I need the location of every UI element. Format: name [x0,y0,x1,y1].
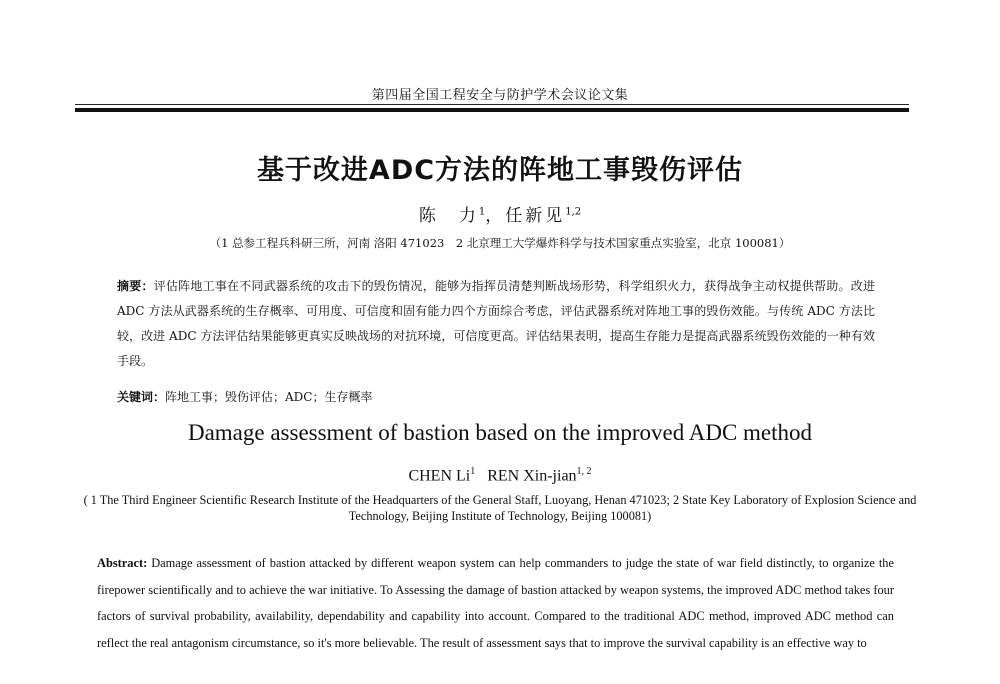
keywords-text-cn: 阵地工事；毁伤评估；ADC；生存概率 [165,390,373,404]
header-rule-thick [75,108,909,112]
author-name: 陈 力 [418,206,479,226]
abstract-en [97,550,894,656]
abstract-label-cn: 摘要： [117,279,154,293]
author-affiliation-mark: 1, 2 [576,466,592,477]
abstract-text-en: Damage assessment of bastion attacked by different weapon system can help commanders to judge the state of war field distinctly, to organize the firepower scientifically and to achieve the war initiative. To Assessing the damage of bastion attacked by weapon systems, the improved ADC method takes four factors of survival probability, availability, dependability and capability into account. Compared to the traditional ADC method, improved ADC method can reflect the real antagonism circumstance, so it's more believable. The result of assessment says that to improve the survival capability is an effective way to [97,556,894,650]
author-affiliation-mark: 1,2 [565,206,582,218]
keywords-cn [117,385,875,410]
paper-title-en: Damage assessment of bastion based on the improved ADC method [187,420,813,445]
affiliation-cn: （1 总参工程兵科研三所，河南 洛阳 471023 2 北京理工大学爆炸科学与技术国家重点实验室，北京 100081） [209,236,791,250]
abstract-cn [117,274,875,374]
proceedings-header: 第四届全国工程安全与防护学术会议论文集 [371,88,629,103]
abstract-text-cn: 评估阵地工事在不同武器系统的攻击下的毁伤情况，能够为指挥员清楚判断战场形势，科学组织火力，获得战争主动权提供帮助。改进 ADC 方法从武器系统的生存概率、可用度、可信度和固有能力四个方面综合考虑，评估武器系统对阵地工事的毁伤效能。与传统 ADC 方法比较，改进 ADC 方法评估结果能够更真实反映战场的对抗环境，可信度更高。评估结果表明，提高生存能力是提高武器系统毁伤效能的一种有效手段。 [117,279,875,368]
author-name: 任新见 [505,206,566,226]
affiliation-en: ( 1 The Third Engineer Scientific Research Institute of the Headquarters of the General Staff, Luoyang, Henan 471023; 2 State Key Laboratory of Explosion Science and Technology, Beijing Institute of Technology, Beijing 100081) [83,493,917,523]
author-name: REN Xin-jian [487,467,577,485]
author-name: CHEN Li [408,467,471,485]
paper-title-cn: 基于改进ADC方法的阵地工事毁伤评估 [256,155,744,186]
authors-cn [0,201,1000,226]
author-affiliation-mark: 1 [478,206,486,218]
authors-en [0,466,1000,485]
author-affiliation-mark: 1 [470,466,476,477]
keywords-label-cn: 关键词： [117,390,166,404]
header-rule-thin [75,104,909,105]
abstract-label-en: Abstract: [97,556,148,570]
author-separator: ， [485,206,506,226]
